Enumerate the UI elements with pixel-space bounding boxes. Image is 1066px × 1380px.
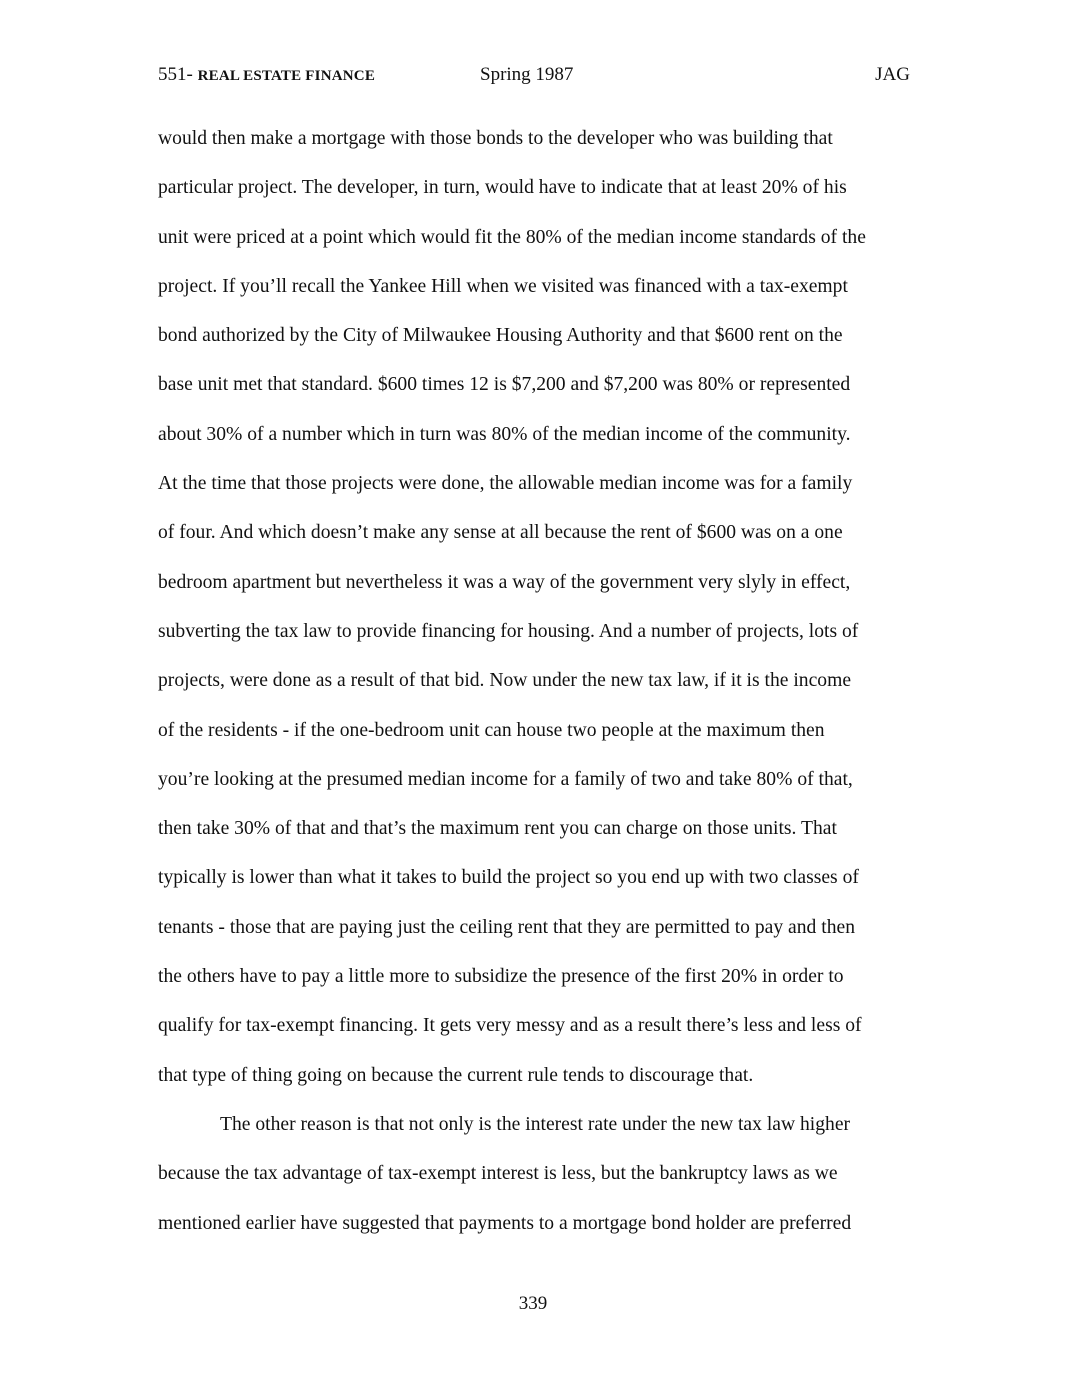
text-line: of the residents - if the one-bedroom unit can house two people at the maximum then — [158, 719, 825, 741]
text-line: project. If you’ll recall the Yankee Hill when we visited was financed with a tax-exempt — [158, 275, 848, 297]
page-number: 339 — [518, 1293, 548, 1314]
course-title — [158, 64, 375, 86]
text-line: mentioned earlier have suggested that payments to a mortgage bond holder are preferred — [158, 1212, 852, 1234]
transcript-body — [158, 122, 918, 1256]
text-line: because the tax advantage of tax-exempt interest is less, but the bankruptcy laws as we — [158, 1163, 838, 1185]
text-line: would then make a mortgage with those bonds to the developer who was building that — [158, 128, 833, 149]
text-line: At the time that those projects were done, the allowable median income was for a family — [158, 473, 853, 495]
author-initials: JAG — [875, 64, 910, 85]
text-line: qualify for tax-exempt financing. It gets very messy and as a result there’s less and less of — [158, 1015, 862, 1037]
text-line: bond authorized by the City of Milwaukee Housing Authority and that $600 rent on the — [158, 325, 843, 347]
text-line: particular project. The developer, in turn, would have to indicate that at least 20% of his — [158, 177, 847, 199]
text-line: then take 30% of that and that’s the maximum rent you can charge on those units. That — [158, 818, 837, 840]
text-line: base unit met that standard. $600 times 12 is $7,200 and $7,200 was 80% or represented — [158, 374, 851, 396]
text-line: that type of thing going on because the current rule tends to discourage that. — [158, 1064, 754, 1086]
course-number: 551- — [158, 64, 198, 85]
text-line: of four. And which doesn’t make any sense at all because the rent of $600 was on a one — [158, 522, 843, 544]
text-line: tenants - those that are paying just the ceiling rent that they are permitted to pay and then — [158, 916, 855, 938]
text-line: typically is lower than what it takes to build the project so you end up with two classes of — [158, 867, 859, 889]
running-header — [158, 64, 910, 90]
text-line: subverting the tax law to provide financing for housing. And a number of projects, lots of — [158, 620, 859, 642]
text-line: unit were priced at a point which would fit the 80% of the median income standards of the — [158, 226, 866, 248]
text-line: the others have to pay a little more to subsidize the presence of the first 20% in order to — [158, 966, 844, 988]
course-name: REAL ESTATE FINANCE — [197, 68, 376, 84]
term-label: Spring 1987 — [480, 64, 574, 85]
paragraph-first-line: The other reason is that not only is the interest rate under the new tax law higher — [220, 1113, 851, 1135]
text-line: you’re looking at the presumed median income for a family of two and take 80% of that, — [158, 768, 853, 790]
text-line: projects, were done as a result of that bid. Now under the new tax law, if it is the income — [158, 670, 852, 692]
text-line: about 30% of a number which in turn was 80% of the median income of the community. — [158, 423, 851, 445]
text-line: bedroom apartment but nevertheless it was a way of the government very slyly in effect, — [158, 571, 851, 593]
